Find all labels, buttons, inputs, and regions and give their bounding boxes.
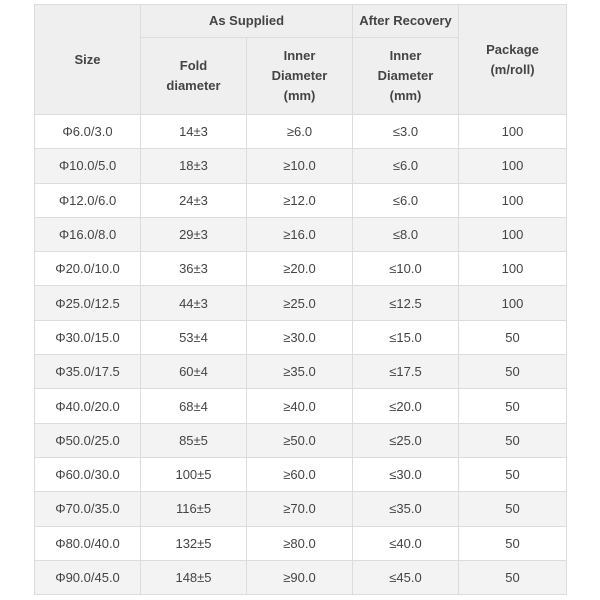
header-inner-line3: (mm) — [283, 88, 316, 103]
cell-package: 50 — [459, 423, 567, 457]
table-row — [35, 492, 567, 526]
cell-fold-diameter: 148±5 — [141, 560, 247, 594]
cell-package: 100 — [459, 149, 567, 183]
cell-package: 50 — [459, 560, 567, 594]
cell-package: 50 — [459, 492, 567, 526]
cell-inner-diameter: ≥10.0 — [247, 149, 353, 183]
cell-size: Φ70.0/35.0 — [35, 492, 141, 526]
cell-inner-diameter: ≥6.0 — [247, 115, 353, 149]
table-row — [35, 560, 567, 594]
cell-size: Φ30.0/15.0 — [35, 320, 141, 354]
cell-size: Φ25.0/12.5 — [35, 286, 141, 320]
header-size: Size — [35, 5, 141, 115]
cell-fold-diameter: 132±5 — [141, 526, 247, 560]
header-fold-line1: Fold — [179, 58, 208, 73]
cell-inner-diameter: ≥25.0 — [247, 286, 353, 320]
table-row — [35, 526, 567, 560]
header-recovery-inner-diameter — [353, 38, 459, 115]
cell-package: 100 — [459, 115, 567, 149]
spec-table — [34, 4, 567, 595]
cell-fold-diameter: 44±3 — [141, 286, 247, 320]
cell-size: Φ10.0/5.0 — [35, 149, 141, 183]
cell-recovery-inner-diameter: ≤8.0 — [353, 217, 459, 251]
table-row — [35, 217, 567, 251]
table-row — [35, 149, 567, 183]
cell-recovery-inner-diameter: ≤30.0 — [353, 457, 459, 491]
header-after-recovery: After Recovery — [353, 5, 459, 38]
spec-table-container — [34, 4, 566, 595]
cell-fold-diameter: 29±3 — [141, 217, 247, 251]
cell-inner-diameter: ≥60.0 — [247, 457, 353, 491]
cell-size: Φ50.0/25.0 — [35, 423, 141, 457]
cell-size: Φ16.0/8.0 — [35, 217, 141, 251]
header-inner-line2: Diameter — [271, 68, 328, 83]
table-row — [35, 457, 567, 491]
cell-fold-diameter: 60±4 — [141, 355, 247, 389]
table-row — [35, 183, 567, 217]
header-rec-inner-line3: (mm) — [389, 88, 422, 103]
cell-inner-diameter: ≥30.0 — [247, 320, 353, 354]
header-fold-diameter — [141, 38, 247, 115]
table-body — [35, 115, 567, 595]
cell-inner-diameter: ≥50.0 — [247, 423, 353, 457]
cell-inner-diameter: ≥12.0 — [247, 183, 353, 217]
cell-package: 50 — [459, 355, 567, 389]
cell-fold-diameter: 53±4 — [141, 320, 247, 354]
cell-recovery-inner-diameter: ≤35.0 — [353, 492, 459, 526]
cell-recovery-inner-diameter: ≤12.5 — [353, 286, 459, 320]
cell-fold-diameter: 24±3 — [141, 183, 247, 217]
table-row — [35, 286, 567, 320]
cell-inner-diameter: ≥20.0 — [247, 252, 353, 286]
header-inner-diameter — [247, 38, 353, 115]
table-header — [35, 5, 567, 115]
cell-recovery-inner-diameter: ≤6.0 — [353, 183, 459, 217]
cell-fold-diameter: 36±3 — [141, 252, 247, 286]
cell-size: Φ6.0/3.0 — [35, 115, 141, 149]
cell-package: 50 — [459, 389, 567, 423]
cell-inner-diameter: ≥40.0 — [247, 389, 353, 423]
cell-size: Φ60.0/30.0 — [35, 457, 141, 491]
cell-recovery-inner-diameter: ≤20.0 — [353, 389, 459, 423]
cell-package: 100 — [459, 252, 567, 286]
cell-inner-diameter: ≥70.0 — [247, 492, 353, 526]
cell-size: Φ80.0/40.0 — [35, 526, 141, 560]
cell-recovery-inner-diameter: ≤25.0 — [353, 423, 459, 457]
cell-fold-diameter: 68±4 — [141, 389, 247, 423]
cell-package: 100 — [459, 286, 567, 320]
cell-inner-diameter: ≥35.0 — [247, 355, 353, 389]
cell-recovery-inner-diameter: ≤3.0 — [353, 115, 459, 149]
header-rec-inner-line1: Inner — [389, 48, 422, 63]
header-package — [459, 5, 567, 115]
cell-size: Φ20.0/10.0 — [35, 252, 141, 286]
cell-fold-diameter: 100±5 — [141, 457, 247, 491]
cell-recovery-inner-diameter: ≤15.0 — [353, 320, 459, 354]
header-fold-line2: diameter — [166, 78, 221, 93]
header-row-1 — [35, 5, 567, 38]
header-package-line2: (m/roll) — [490, 61, 535, 77]
cell-size: Φ90.0/45.0 — [35, 560, 141, 594]
table-row — [35, 389, 567, 423]
cell-recovery-inner-diameter: ≤17.5 — [353, 355, 459, 389]
cell-package: 50 — [459, 526, 567, 560]
cell-size: Φ35.0/17.5 — [35, 355, 141, 389]
cell-recovery-inner-diameter: ≤10.0 — [353, 252, 459, 286]
cell-inner-diameter: ≥16.0 — [247, 217, 353, 251]
cell-package: 100 — [459, 217, 567, 251]
cell-inner-diameter: ≥90.0 — [247, 560, 353, 594]
header-inner-line1: Inner — [283, 48, 316, 63]
table-row — [35, 115, 567, 149]
header-package-line1: Package — [486, 41, 539, 57]
header-as-supplied: As Supplied — [141, 5, 353, 38]
table-row — [35, 355, 567, 389]
cell-size: Φ40.0/20.0 — [35, 389, 141, 423]
table-row — [35, 423, 567, 457]
cell-fold-diameter: 14±3 — [141, 115, 247, 149]
cell-package: 100 — [459, 183, 567, 217]
cell-fold-diameter: 85±5 — [141, 423, 247, 457]
cell-size: Φ12.0/6.0 — [35, 183, 141, 217]
cell-package: 50 — [459, 457, 567, 491]
table-row — [35, 252, 567, 286]
cell-package: 50 — [459, 320, 567, 354]
table-row — [35, 320, 567, 354]
cell-fold-diameter: 18±3 — [141, 149, 247, 183]
cell-recovery-inner-diameter: ≤45.0 — [353, 560, 459, 594]
cell-fold-diameter: 116±5 — [141, 492, 247, 526]
header-rec-inner-line2: Diameter — [377, 68, 434, 83]
cell-inner-diameter: ≥80.0 — [247, 526, 353, 560]
cell-recovery-inner-diameter: ≤40.0 — [353, 526, 459, 560]
cell-recovery-inner-diameter: ≤6.0 — [353, 149, 459, 183]
